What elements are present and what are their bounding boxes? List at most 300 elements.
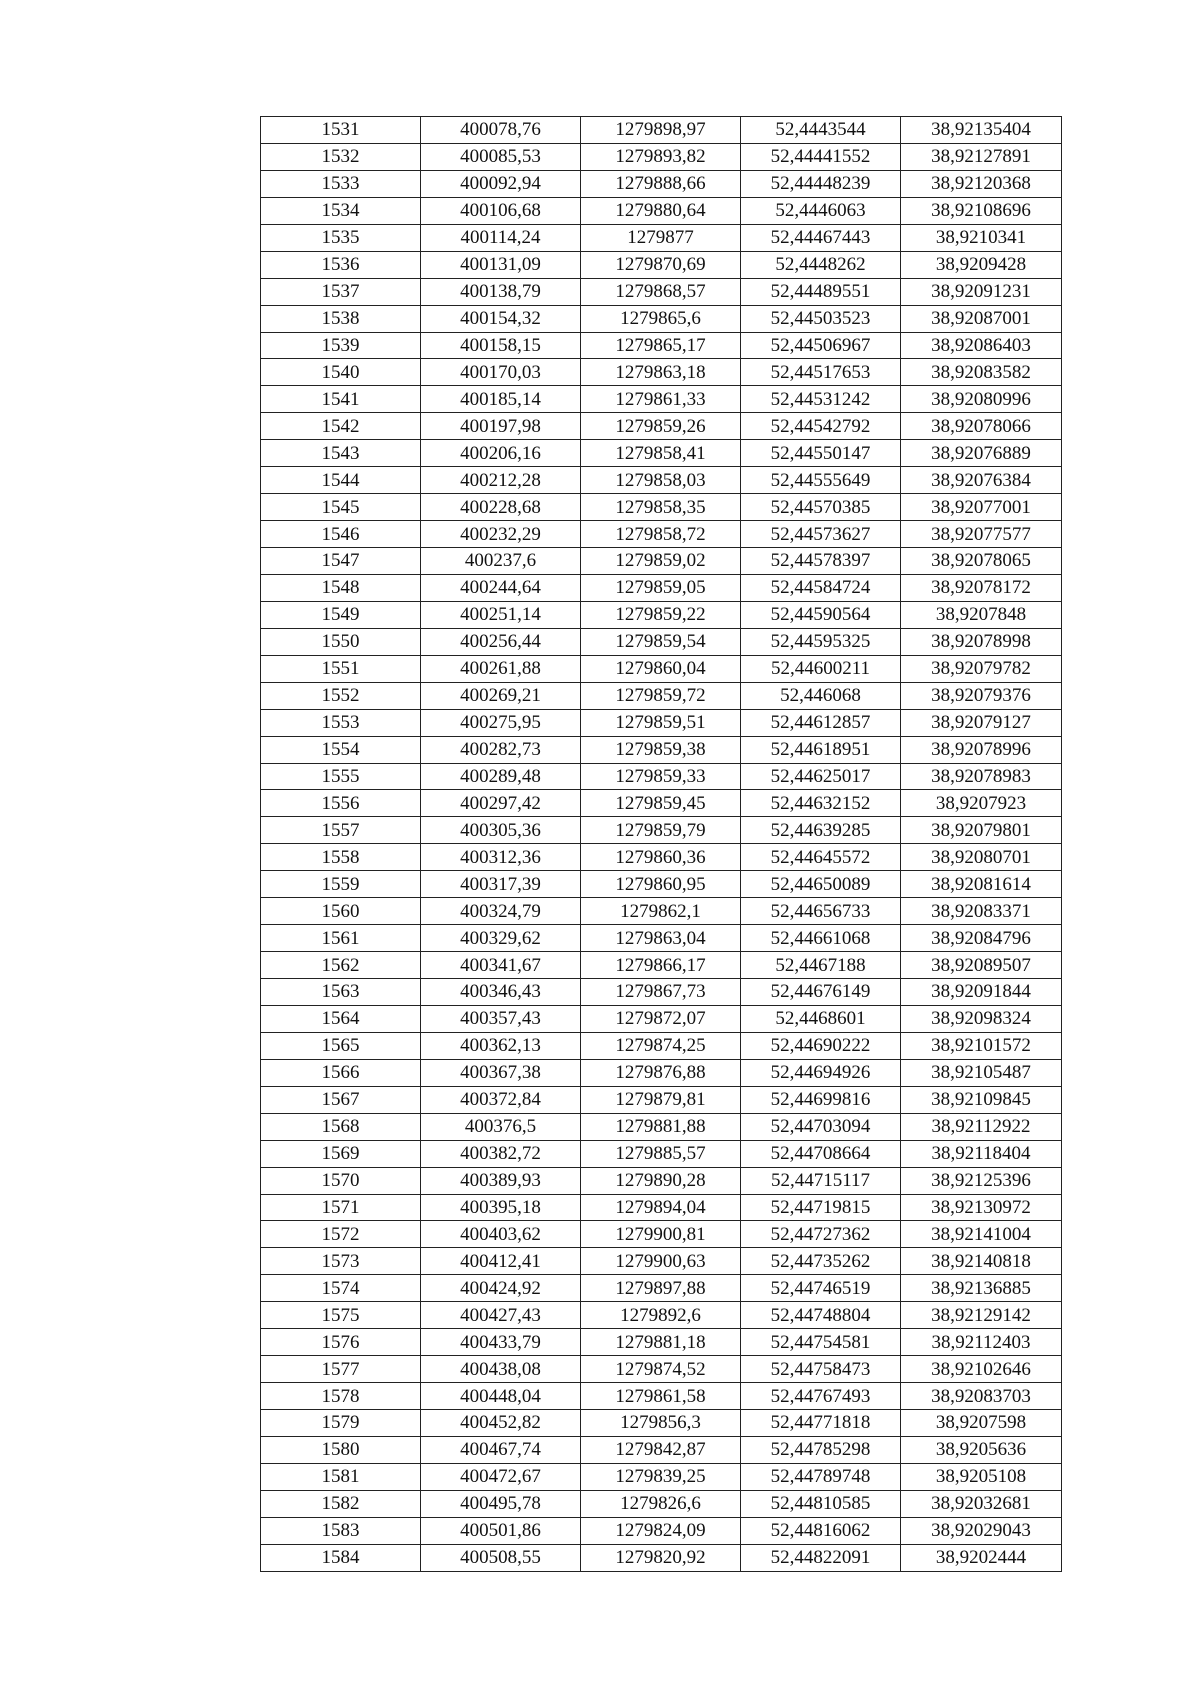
table-row — [261, 1490, 1062, 1517]
longitude-cell: 38,92086403 — [901, 332, 1062, 359]
latitude-cell: 52,44506967 — [741, 332, 901, 359]
y-coordinate-cell: 1279861,33 — [581, 386, 741, 413]
table-row — [261, 1410, 1062, 1437]
longitude-cell: 38,92083371 — [901, 898, 1062, 925]
y-coordinate-cell: 1279872,07 — [581, 1005, 741, 1032]
table-row — [261, 440, 1062, 467]
table-row — [261, 736, 1062, 763]
latitude-cell: 52,44573627 — [741, 521, 901, 548]
point-number-cell: 1565 — [261, 1032, 421, 1059]
latitude-cell: 52,4468601 — [741, 1005, 901, 1032]
y-coordinate-cell: 1279893,82 — [581, 143, 741, 170]
latitude-cell: 52,44661068 — [741, 925, 901, 952]
latitude-cell: 52,44703094 — [741, 1113, 901, 1140]
point-number-cell: 1572 — [261, 1221, 421, 1248]
x-coordinate-cell: 400085,53 — [421, 143, 581, 170]
point-number-cell: 1546 — [261, 521, 421, 548]
table-row — [261, 655, 1062, 682]
latitude-cell: 52,44625017 — [741, 763, 901, 790]
latitude-cell: 52,44489551 — [741, 278, 901, 305]
longitude-cell: 38,92080996 — [901, 386, 1062, 413]
y-coordinate-cell: 1279859,22 — [581, 601, 741, 628]
longitude-cell: 38,9207598 — [901, 1410, 1062, 1437]
y-coordinate-cell: 1279858,03 — [581, 467, 741, 494]
longitude-cell: 38,92078998 — [901, 628, 1062, 655]
table-row — [261, 871, 1062, 898]
table-row — [261, 197, 1062, 224]
table-row — [261, 467, 1062, 494]
point-number-cell: 1558 — [261, 844, 421, 871]
longitude-cell: 38,92118404 — [901, 1140, 1062, 1167]
longitude-cell: 38,92135404 — [901, 117, 1062, 144]
table-row — [261, 844, 1062, 871]
y-coordinate-cell: 1279860,95 — [581, 871, 741, 898]
y-coordinate-cell: 1279881,88 — [581, 1113, 741, 1140]
point-number-cell: 1553 — [261, 709, 421, 736]
latitude-cell: 52,44656733 — [741, 898, 901, 925]
latitude-cell: 52,44542792 — [741, 413, 901, 440]
y-coordinate-cell: 1279859,05 — [581, 574, 741, 601]
point-number-cell: 1575 — [261, 1302, 421, 1329]
y-coordinate-cell: 1279858,41 — [581, 440, 741, 467]
point-number-cell: 1567 — [261, 1086, 421, 1113]
table-row — [261, 790, 1062, 817]
x-coordinate-cell: 400389,93 — [421, 1167, 581, 1194]
table-row — [261, 574, 1062, 601]
longitude-cell: 38,92136885 — [901, 1275, 1062, 1302]
table-row — [261, 521, 1062, 548]
table-row — [261, 1329, 1062, 1356]
x-coordinate-cell: 400251,14 — [421, 601, 581, 628]
y-coordinate-cell: 1279842,87 — [581, 1436, 741, 1463]
point-number-cell: 1562 — [261, 952, 421, 979]
point-number-cell: 1552 — [261, 682, 421, 709]
x-coordinate-cell: 400305,36 — [421, 817, 581, 844]
longitude-cell: 38,92108696 — [901, 197, 1062, 224]
longitude-cell: 38,92029043 — [901, 1517, 1062, 1544]
coordinates-table-body — [261, 117, 1062, 1572]
table-row — [261, 1113, 1062, 1140]
latitude-cell: 52,446068 — [741, 682, 901, 709]
x-coordinate-cell: 400078,76 — [421, 117, 581, 144]
y-coordinate-cell: 1279894,04 — [581, 1194, 741, 1221]
point-number-cell: 1582 — [261, 1490, 421, 1517]
point-number-cell: 1573 — [261, 1248, 421, 1275]
latitude-cell: 52,44612857 — [741, 709, 901, 736]
table-row — [261, 817, 1062, 844]
y-coordinate-cell: 1279856,3 — [581, 1410, 741, 1437]
point-number-cell: 1584 — [261, 1544, 421, 1571]
x-coordinate-cell: 400269,21 — [421, 682, 581, 709]
table-row — [261, 117, 1062, 144]
point-number-cell: 1554 — [261, 736, 421, 763]
table-row — [261, 1356, 1062, 1383]
point-number-cell: 1579 — [261, 1410, 421, 1437]
x-coordinate-cell: 400433,79 — [421, 1329, 581, 1356]
longitude-cell: 38,92109845 — [901, 1086, 1062, 1113]
table-row — [261, 1059, 1062, 1086]
latitude-cell: 52,44822091 — [741, 1544, 901, 1571]
latitude-cell: 52,44584724 — [741, 574, 901, 601]
table-row — [261, 1517, 1062, 1544]
longitude-cell: 38,9207848 — [901, 601, 1062, 628]
x-coordinate-cell: 400357,43 — [421, 1005, 581, 1032]
longitude-cell: 38,92091231 — [901, 278, 1062, 305]
point-number-cell: 1571 — [261, 1194, 421, 1221]
point-number-cell: 1566 — [261, 1059, 421, 1086]
point-number-cell: 1570 — [261, 1167, 421, 1194]
y-coordinate-cell: 1279900,81 — [581, 1221, 741, 1248]
table-row — [261, 1140, 1062, 1167]
point-number-cell: 1547 — [261, 548, 421, 575]
x-coordinate-cell: 400261,88 — [421, 655, 581, 682]
y-coordinate-cell: 1279885,57 — [581, 1140, 741, 1167]
x-coordinate-cell: 400092,94 — [421, 170, 581, 197]
latitude-cell: 52,4448262 — [741, 251, 901, 278]
point-number-cell: 1561 — [261, 925, 421, 952]
x-coordinate-cell: 400158,15 — [421, 332, 581, 359]
x-coordinate-cell: 400131,09 — [421, 251, 581, 278]
x-coordinate-cell: 400508,55 — [421, 1544, 581, 1571]
longitude-cell: 38,92125396 — [901, 1167, 1062, 1194]
y-coordinate-cell: 1279865,17 — [581, 332, 741, 359]
point-number-cell: 1568 — [261, 1113, 421, 1140]
x-coordinate-cell: 400154,32 — [421, 305, 581, 332]
x-coordinate-cell: 400495,78 — [421, 1490, 581, 1517]
y-coordinate-cell: 1279870,69 — [581, 251, 741, 278]
latitude-cell: 52,44727362 — [741, 1221, 901, 1248]
longitude-cell: 38,92078065 — [901, 548, 1062, 575]
y-coordinate-cell: 1279865,6 — [581, 305, 741, 332]
point-number-cell: 1540 — [261, 359, 421, 386]
latitude-cell: 52,44758473 — [741, 1356, 901, 1383]
longitude-cell: 38,92140818 — [901, 1248, 1062, 1275]
y-coordinate-cell: 1279859,79 — [581, 817, 741, 844]
table-row — [261, 170, 1062, 197]
point-number-cell: 1564 — [261, 1005, 421, 1032]
latitude-cell: 52,44590564 — [741, 601, 901, 628]
point-number-cell: 1549 — [261, 601, 421, 628]
point-number-cell: 1563 — [261, 979, 421, 1006]
point-number-cell: 1545 — [261, 494, 421, 521]
longitude-cell: 38,92087001 — [901, 305, 1062, 332]
table-row — [261, 251, 1062, 278]
table-row — [261, 1302, 1062, 1329]
longitude-cell: 38,92079801 — [901, 817, 1062, 844]
point-number-cell: 1539 — [261, 332, 421, 359]
y-coordinate-cell: 1279888,66 — [581, 170, 741, 197]
point-number-cell: 1580 — [261, 1436, 421, 1463]
point-number-cell: 1574 — [261, 1275, 421, 1302]
longitude-cell: 38,92077001 — [901, 494, 1062, 521]
y-coordinate-cell: 1279877 — [581, 224, 741, 251]
table-row — [261, 224, 1062, 251]
latitude-cell: 52,44517653 — [741, 359, 901, 386]
x-coordinate-cell: 400170,03 — [421, 359, 581, 386]
table-row — [261, 1167, 1062, 1194]
x-coordinate-cell: 400138,79 — [421, 278, 581, 305]
point-number-cell: 1544 — [261, 467, 421, 494]
y-coordinate-cell: 1279862,1 — [581, 898, 741, 925]
y-coordinate-cell: 1279859,72 — [581, 682, 741, 709]
latitude-cell: 52,44632152 — [741, 790, 901, 817]
x-coordinate-cell: 400197,98 — [421, 413, 581, 440]
x-coordinate-cell: 400206,16 — [421, 440, 581, 467]
table-row — [261, 386, 1062, 413]
longitude-cell: 38,9209428 — [901, 251, 1062, 278]
table-row — [261, 305, 1062, 332]
latitude-cell: 52,44715117 — [741, 1167, 901, 1194]
x-coordinate-cell: 400185,14 — [421, 386, 581, 413]
point-number-cell: 1533 — [261, 170, 421, 197]
y-coordinate-cell: 1279866,17 — [581, 952, 741, 979]
table-row — [261, 979, 1062, 1006]
x-coordinate-cell: 400317,39 — [421, 871, 581, 898]
longitude-cell: 38,92078983 — [901, 763, 1062, 790]
table-row — [261, 1248, 1062, 1275]
point-number-cell: 1535 — [261, 224, 421, 251]
y-coordinate-cell: 1279859,33 — [581, 763, 741, 790]
longitude-cell: 38,92079127 — [901, 709, 1062, 736]
point-number-cell: 1555 — [261, 763, 421, 790]
latitude-cell: 52,44578397 — [741, 548, 901, 575]
y-coordinate-cell: 1279880,64 — [581, 197, 741, 224]
point-number-cell: 1576 — [261, 1329, 421, 1356]
longitude-cell: 38,92098324 — [901, 1005, 1062, 1032]
longitude-cell: 38,92080701 — [901, 844, 1062, 871]
y-coordinate-cell: 1279826,6 — [581, 1490, 741, 1517]
point-number-cell: 1557 — [261, 817, 421, 844]
latitude-cell: 52,44735262 — [741, 1248, 901, 1275]
x-coordinate-cell: 400501,86 — [421, 1517, 581, 1544]
latitude-cell: 52,44771818 — [741, 1410, 901, 1437]
x-coordinate-cell: 400424,92 — [421, 1275, 581, 1302]
point-number-cell: 1581 — [261, 1463, 421, 1490]
x-coordinate-cell: 400395,18 — [421, 1194, 581, 1221]
x-coordinate-cell: 400237,6 — [421, 548, 581, 575]
table-row — [261, 925, 1062, 952]
x-coordinate-cell: 400346,43 — [421, 979, 581, 1006]
latitude-cell: 52,44816062 — [741, 1517, 901, 1544]
x-coordinate-cell: 400244,64 — [421, 574, 581, 601]
y-coordinate-cell: 1279874,25 — [581, 1032, 741, 1059]
longitude-cell: 38,92078172 — [901, 574, 1062, 601]
table-row — [261, 1032, 1062, 1059]
latitude-cell: 52,44467443 — [741, 224, 901, 251]
point-number-cell: 1556 — [261, 790, 421, 817]
longitude-cell: 38,92141004 — [901, 1221, 1062, 1248]
x-coordinate-cell: 400106,68 — [421, 197, 581, 224]
table-row — [261, 332, 1062, 359]
table-row — [261, 413, 1062, 440]
longitude-cell: 38,92078066 — [901, 413, 1062, 440]
x-coordinate-cell: 400232,29 — [421, 521, 581, 548]
y-coordinate-cell: 1279860,36 — [581, 844, 741, 871]
point-number-cell: 1532 — [261, 143, 421, 170]
x-coordinate-cell: 400114,24 — [421, 224, 581, 251]
y-coordinate-cell: 1279876,88 — [581, 1059, 741, 1086]
coordinates-table — [260, 116, 1062, 1572]
longitude-cell: 38,92084796 — [901, 925, 1062, 952]
y-coordinate-cell: 1279861,58 — [581, 1383, 741, 1410]
y-coordinate-cell: 1279879,81 — [581, 1086, 741, 1113]
longitude-cell: 38,9210341 — [901, 224, 1062, 251]
longitude-cell: 38,92101572 — [901, 1032, 1062, 1059]
y-coordinate-cell: 1279863,04 — [581, 925, 741, 952]
point-number-cell: 1548 — [261, 574, 421, 601]
latitude-cell: 52,44789748 — [741, 1463, 901, 1490]
latitude-cell: 52,44690222 — [741, 1032, 901, 1059]
table-row — [261, 682, 1062, 709]
table-row — [261, 1005, 1062, 1032]
y-coordinate-cell: 1279858,72 — [581, 521, 741, 548]
x-coordinate-cell: 400372,84 — [421, 1086, 581, 1113]
y-coordinate-cell: 1279892,6 — [581, 1302, 741, 1329]
table-row — [261, 278, 1062, 305]
table-row — [261, 628, 1062, 655]
point-number-cell: 1578 — [261, 1383, 421, 1410]
longitude-cell: 38,92102646 — [901, 1356, 1062, 1383]
point-number-cell: 1543 — [261, 440, 421, 467]
longitude-cell: 38,92076889 — [901, 440, 1062, 467]
y-coordinate-cell: 1279859,02 — [581, 548, 741, 575]
y-coordinate-cell: 1279820,92 — [581, 1544, 741, 1571]
x-coordinate-cell: 400403,62 — [421, 1221, 581, 1248]
y-coordinate-cell: 1279890,28 — [581, 1167, 741, 1194]
table-row — [261, 709, 1062, 736]
y-coordinate-cell: 1279839,25 — [581, 1463, 741, 1490]
table-row — [261, 1544, 1062, 1571]
latitude-cell: 52,44785298 — [741, 1436, 901, 1463]
latitude-cell: 52,44754581 — [741, 1329, 901, 1356]
latitude-cell: 52,44448239 — [741, 170, 901, 197]
table-row — [261, 1436, 1062, 1463]
y-coordinate-cell: 1279860,04 — [581, 655, 741, 682]
latitude-cell: 52,4467188 — [741, 952, 901, 979]
table-row — [261, 952, 1062, 979]
x-coordinate-cell: 400341,67 — [421, 952, 581, 979]
latitude-cell: 52,44503523 — [741, 305, 901, 332]
longitude-cell: 38,92129142 — [901, 1302, 1062, 1329]
x-coordinate-cell: 400329,62 — [421, 925, 581, 952]
x-coordinate-cell: 400448,04 — [421, 1383, 581, 1410]
point-number-cell: 1559 — [261, 871, 421, 898]
latitude-cell: 52,44618951 — [741, 736, 901, 763]
point-number-cell: 1569 — [261, 1140, 421, 1167]
latitude-cell: 52,44441552 — [741, 143, 901, 170]
table-row — [261, 763, 1062, 790]
x-coordinate-cell: 400282,73 — [421, 736, 581, 763]
table-row — [261, 1463, 1062, 1490]
latitude-cell: 52,4446063 — [741, 197, 901, 224]
longitude-cell: 38,92083703 — [901, 1383, 1062, 1410]
longitude-cell: 38,92081614 — [901, 871, 1062, 898]
point-number-cell: 1534 — [261, 197, 421, 224]
latitude-cell: 52,44650089 — [741, 871, 901, 898]
y-coordinate-cell: 1279881,18 — [581, 1329, 741, 1356]
x-coordinate-cell: 400275,95 — [421, 709, 581, 736]
longitude-cell: 38,92105487 — [901, 1059, 1062, 1086]
x-coordinate-cell: 400412,41 — [421, 1248, 581, 1275]
longitude-cell: 38,9205636 — [901, 1436, 1062, 1463]
x-coordinate-cell: 400452,82 — [421, 1410, 581, 1437]
longitude-cell: 38,9207923 — [901, 790, 1062, 817]
x-coordinate-cell: 400362,13 — [421, 1032, 581, 1059]
x-coordinate-cell: 400467,74 — [421, 1436, 581, 1463]
table-row — [261, 1383, 1062, 1410]
x-coordinate-cell: 400376,5 — [421, 1113, 581, 1140]
point-number-cell: 1583 — [261, 1517, 421, 1544]
y-coordinate-cell: 1279897,88 — [581, 1275, 741, 1302]
latitude-cell: 52,44531242 — [741, 386, 901, 413]
y-coordinate-cell: 1279868,57 — [581, 278, 741, 305]
y-coordinate-cell: 1279900,63 — [581, 1248, 741, 1275]
point-number-cell: 1537 — [261, 278, 421, 305]
x-coordinate-cell: 400228,68 — [421, 494, 581, 521]
y-coordinate-cell: 1279824,09 — [581, 1517, 741, 1544]
longitude-cell: 38,92120368 — [901, 170, 1062, 197]
table-row — [261, 359, 1062, 386]
longitude-cell: 38,92089507 — [901, 952, 1062, 979]
longitude-cell: 38,92130972 — [901, 1194, 1062, 1221]
latitude-cell: 52,4443544 — [741, 117, 901, 144]
latitude-cell: 52,44708664 — [741, 1140, 901, 1167]
longitude-cell: 38,92032681 — [901, 1490, 1062, 1517]
x-coordinate-cell: 400324,79 — [421, 898, 581, 925]
y-coordinate-cell: 1279867,73 — [581, 979, 741, 1006]
x-coordinate-cell: 400438,08 — [421, 1356, 581, 1383]
longitude-cell: 38,92077577 — [901, 521, 1062, 548]
longitude-cell: 38,92079782 — [901, 655, 1062, 682]
latitude-cell: 52,44748804 — [741, 1302, 901, 1329]
y-coordinate-cell: 1279859,38 — [581, 736, 741, 763]
table-row — [261, 1086, 1062, 1113]
point-number-cell: 1542 — [261, 413, 421, 440]
latitude-cell: 52,44719815 — [741, 1194, 901, 1221]
latitude-cell: 52,44595325 — [741, 628, 901, 655]
y-coordinate-cell: 1279863,18 — [581, 359, 741, 386]
longitude-cell: 38,92083582 — [901, 359, 1062, 386]
latitude-cell: 52,44645572 — [741, 844, 901, 871]
longitude-cell: 38,92091844 — [901, 979, 1062, 1006]
y-coordinate-cell: 1279859,26 — [581, 413, 741, 440]
latitude-cell: 52,44570385 — [741, 494, 901, 521]
y-coordinate-cell: 1279858,35 — [581, 494, 741, 521]
latitude-cell: 52,44639285 — [741, 817, 901, 844]
table-row — [261, 898, 1062, 925]
x-coordinate-cell: 400427,43 — [421, 1302, 581, 1329]
x-coordinate-cell: 400212,28 — [421, 467, 581, 494]
latitude-cell: 52,44810585 — [741, 1490, 901, 1517]
x-coordinate-cell: 400367,38 — [421, 1059, 581, 1086]
latitude-cell: 52,44699816 — [741, 1086, 901, 1113]
latitude-cell: 52,44676149 — [741, 979, 901, 1006]
table-row — [261, 1194, 1062, 1221]
x-coordinate-cell: 400472,67 — [421, 1463, 581, 1490]
table-row — [261, 548, 1062, 575]
point-number-cell: 1538 — [261, 305, 421, 332]
longitude-cell: 38,92112403 — [901, 1329, 1062, 1356]
x-coordinate-cell: 400312,36 — [421, 844, 581, 871]
y-coordinate-cell: 1279898,97 — [581, 117, 741, 144]
y-coordinate-cell: 1279859,51 — [581, 709, 741, 736]
table-row — [261, 1221, 1062, 1248]
table-row — [261, 1275, 1062, 1302]
longitude-cell: 38,92079376 — [901, 682, 1062, 709]
latitude-cell: 52,44555649 — [741, 467, 901, 494]
longitude-cell: 38,9205108 — [901, 1463, 1062, 1490]
longitude-cell: 38,92112922 — [901, 1113, 1062, 1140]
